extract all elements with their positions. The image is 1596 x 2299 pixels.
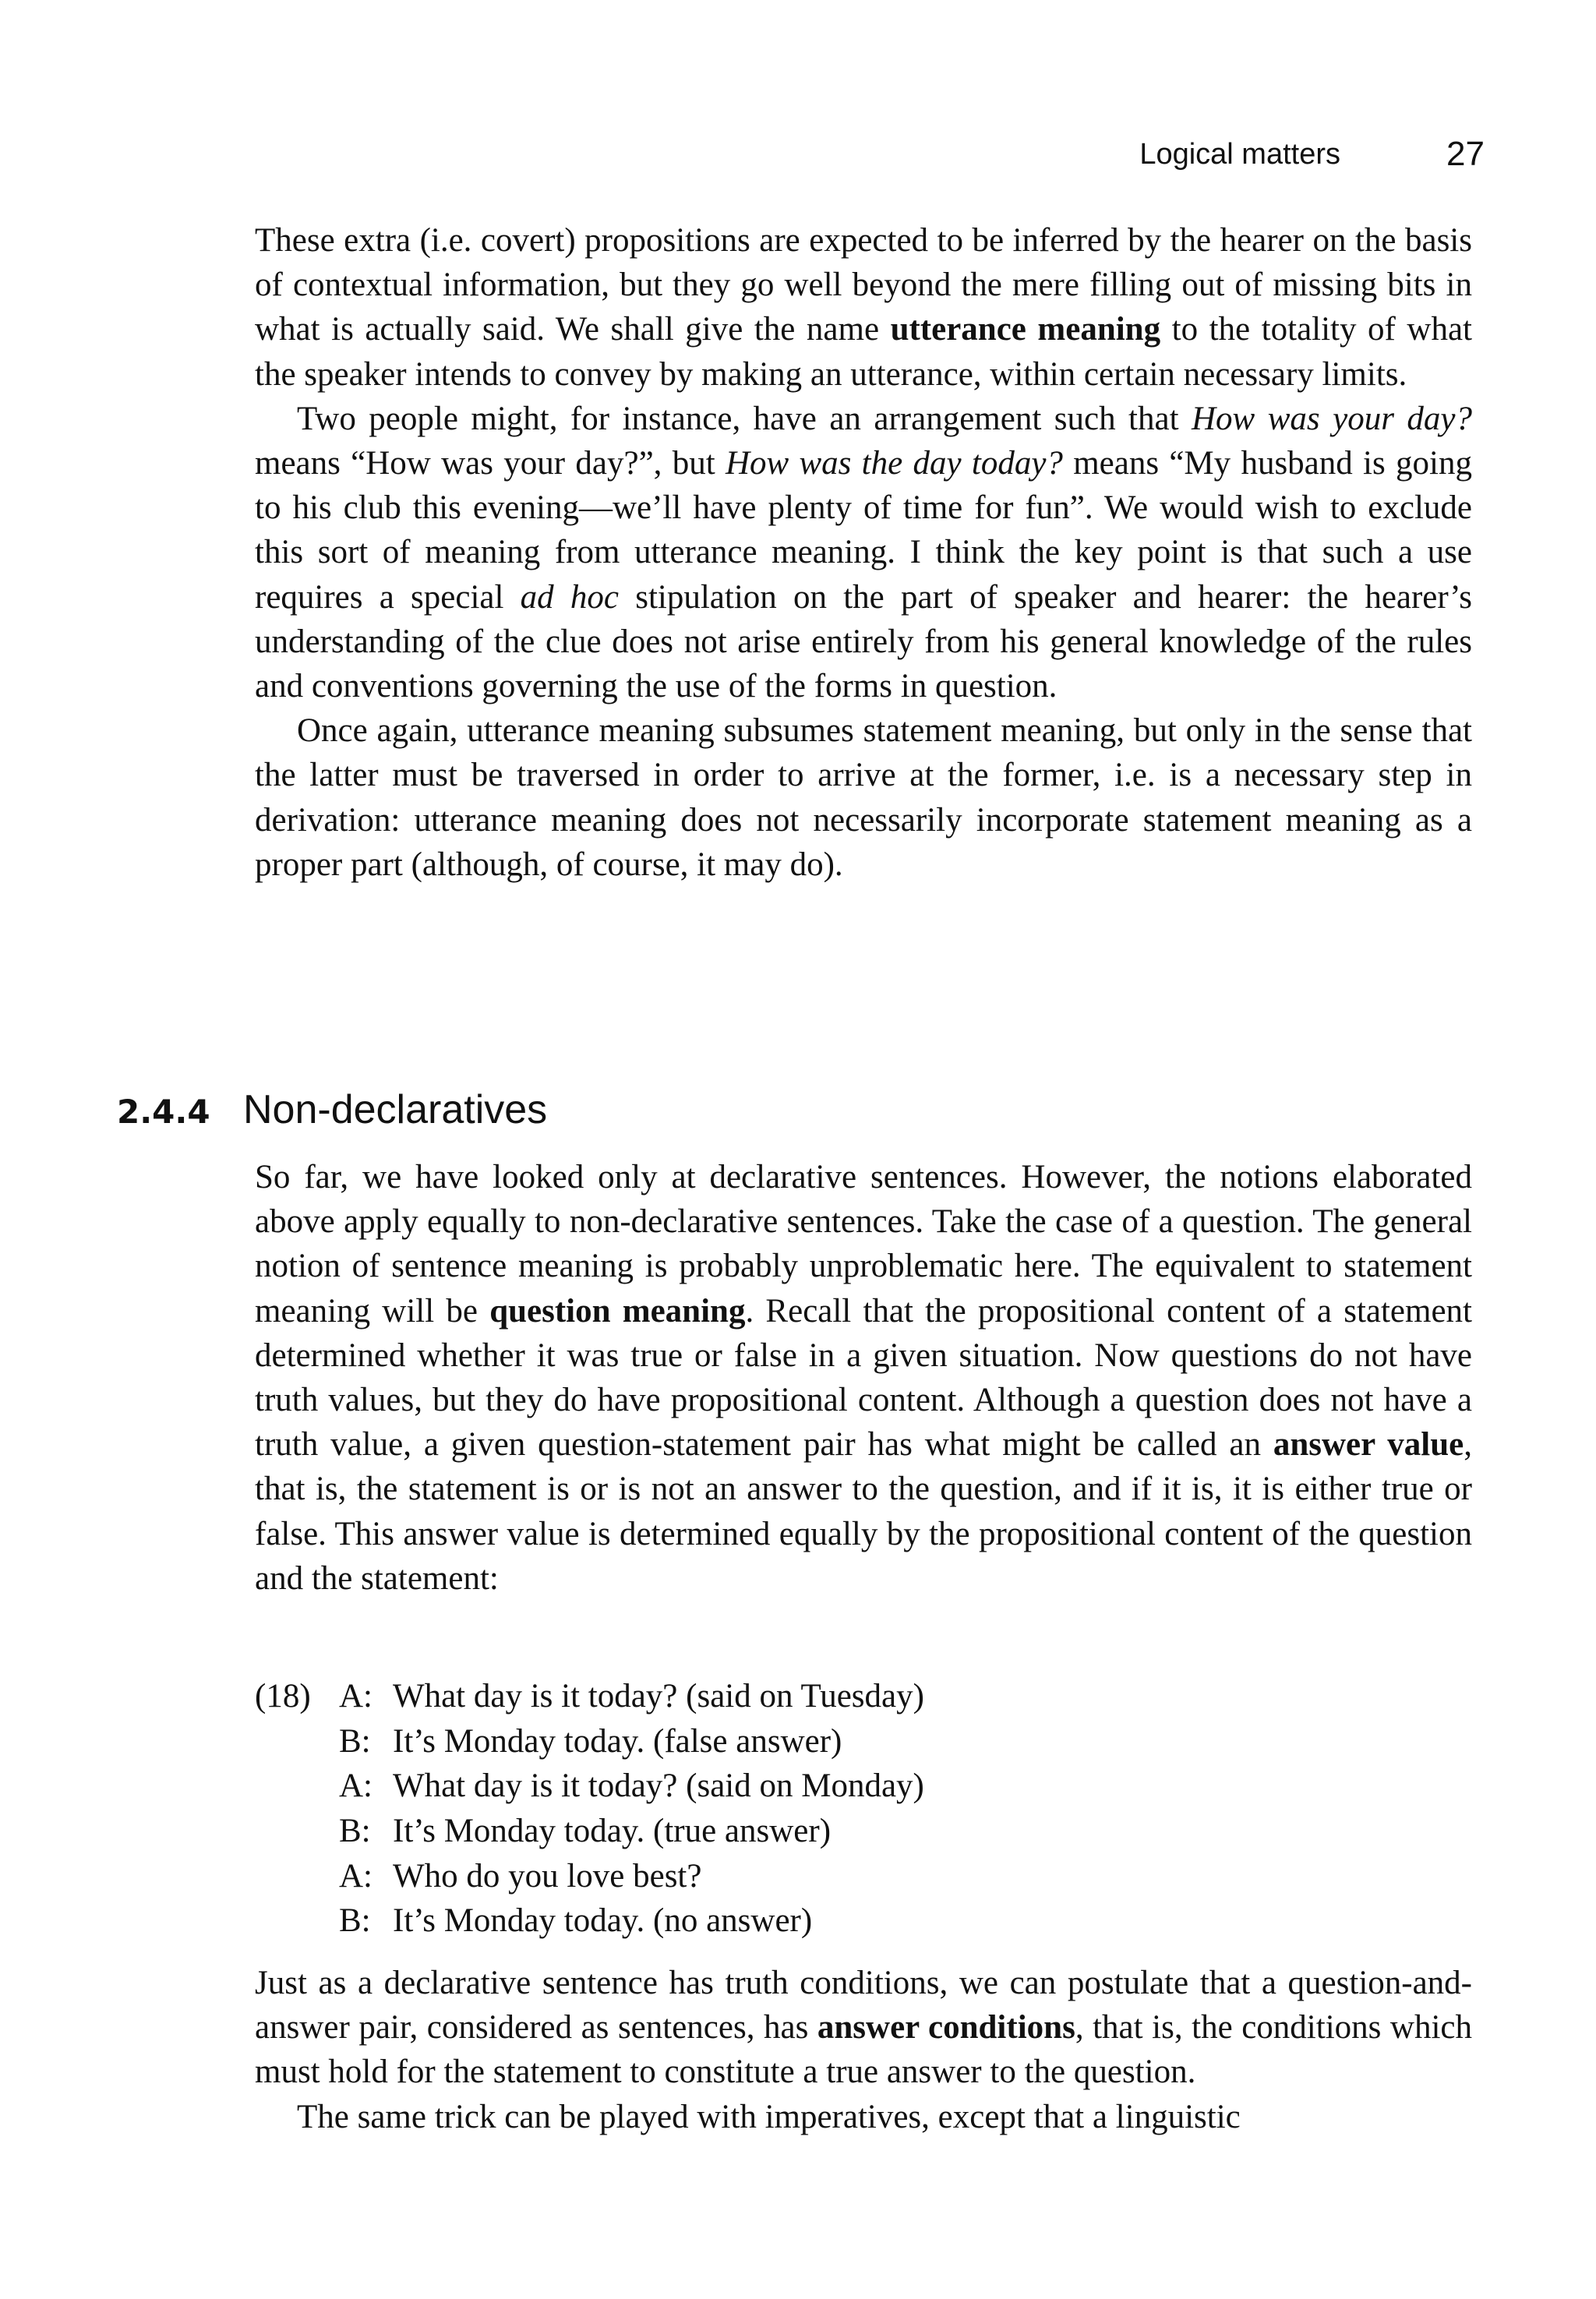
example-speaker: B:	[339, 1722, 371, 1760]
text-block-bottom	[255, 1961, 1472, 2139]
section-heading	[117, 1079, 547, 1141]
paragraph-4-text-c: , that is, the statement is or is not an answer to the question, and if it is, it is either true or false. This answer value is determined equally by the propositional content of the question and the statement:	[255, 1426, 1472, 1597]
term-question-meaning: question meaning	[489, 1292, 746, 1330]
section-title: Non-declaratives	[243, 1087, 548, 1132]
paragraph-2-text-d: stipulation on the part of speaker and hearer: the hearer’s understanding of the clue does not arise entirely from his general knowledge of the rules and conventions governing the use of the forms in question.	[255, 578, 1472, 705]
term-utterance-meaning: utterance meaning	[890, 311, 1161, 348]
example-utterance: What day is it today? (said on Tuesday)	[393, 1678, 924, 1715]
paragraph-4-text-b: . Recall that the propositional content of a statement determined whether it was true or false in a given situation. Now questions do not have truth values, but they do have propositional content. Although a question does not have a truth value, a given question-statement pair has what might be called an	[255, 1292, 1472, 1464]
example-line	[255, 1719, 1472, 1764]
example-speaker: B:	[339, 1902, 371, 1940]
paragraph-3: Once again, utterance meaning subsumes statement meaning, but only in the sense that the latter must be traversed in order to arrive at the former, i.e. is a necessary step in derivation: utterance meaning does not necessarily incorporate statement meaning as a proper part (although, of course, it may do).	[255, 712, 1472, 883]
paragraph-1	[255, 218, 1472, 397]
paragraph-2-text-b: means “How was your day?”, but	[255, 445, 726, 482]
term-answer-value: answer value	[1273, 1426, 1464, 1464]
example-line	[255, 1898, 1472, 1944]
paragraph-5	[255, 1961, 1472, 2095]
text-block-middle	[255, 1155, 1472, 1601]
example-utterance: It’s Monday today. (no answer)	[393, 1902, 813, 1940]
example-line	[255, 1764, 1472, 1809]
example-line	[255, 1854, 1472, 1899]
example-line	[255, 1809, 1472, 1854]
example-utterance: It’s Monday today. (false answer)	[393, 1722, 842, 1760]
example-line	[255, 1674, 1472, 1719]
example-speaker: B:	[339, 1813, 371, 1850]
example-utterance: It’s Monday today. (true answer)	[393, 1813, 832, 1850]
example-speaker: A:	[339, 1857, 373, 1895]
page-number: 27	[1446, 135, 1485, 173]
paragraph-2	[255, 397, 1472, 708]
text-block-top	[255, 218, 1472, 887]
example-utterance: Who do you love best?	[393, 1857, 702, 1895]
paragraph-5-text-b: , that is, the conditions which must hold for the statement to constitute a true answer to the question.	[255, 2009, 1473, 2091]
paragraph-2-text-c: means “My husband is going to his club this evening—we’ll have plenty of time for fun”. We would wish to exclude this sort of meaning from utterance meaning. I think the key point is that such a use requires a special	[255, 445, 1472, 616]
paragraph-1-text-b: to the totality of what the speaker intends to convey by making an utterance, within certain necessary limits.	[255, 311, 1472, 393]
paragraph-6: The same trick can be played with imperatives, except that a linguistic	[297, 2098, 1241, 2135]
paragraph-5-text-a: Just as a declarative sentence has truth conditions, we can postulate that a question-and-answer pair, considered as sentences, has	[255, 1965, 1472, 2046]
example-how-was-the-day-today: How was the day today?	[725, 445, 1063, 482]
term-answer-conditions: answer conditions	[817, 2009, 1075, 2046]
section-number: 2.4.4	[117, 1093, 210, 1131]
paragraph-4	[255, 1155, 1472, 1601]
example-18	[255, 1674, 1472, 1944]
example-speaker: A:	[339, 1768, 373, 1805]
paragraph-2-text-a: Two people might, for instance, have an arrangement such that	[297, 400, 1192, 437]
term-ad-hoc: ad hoc	[520, 578, 619, 616]
example-number: (18)	[255, 1678, 311, 1715]
paragraph-4-text-a: So far, we have looked only at declarative sentences. However, the notions elaborated above apply equally to non-declarative sentences. Take the case of a question. The general notion of sentence meaning is probably unproblematic here. The equivalent to statement meaning will be	[255, 1159, 1472, 1330]
example-speaker: A:	[339, 1678, 373, 1715]
example-how-was-your-day: How was your day?	[1192, 400, 1472, 437]
running-head-title: Logical matters	[1139, 138, 1340, 171]
paragraph-1-text-a: These extra (i.e. covert) propositions are expected to be inferred by the hearer on the basis of contextual information, but they go well beyond the mere filling out of missing bits in what is actually said. We shall give the name	[255, 222, 1472, 348]
running-head	[1013, 134, 1485, 175]
example-utterance: What day is it today? (said on Monday)	[393, 1768, 924, 1805]
